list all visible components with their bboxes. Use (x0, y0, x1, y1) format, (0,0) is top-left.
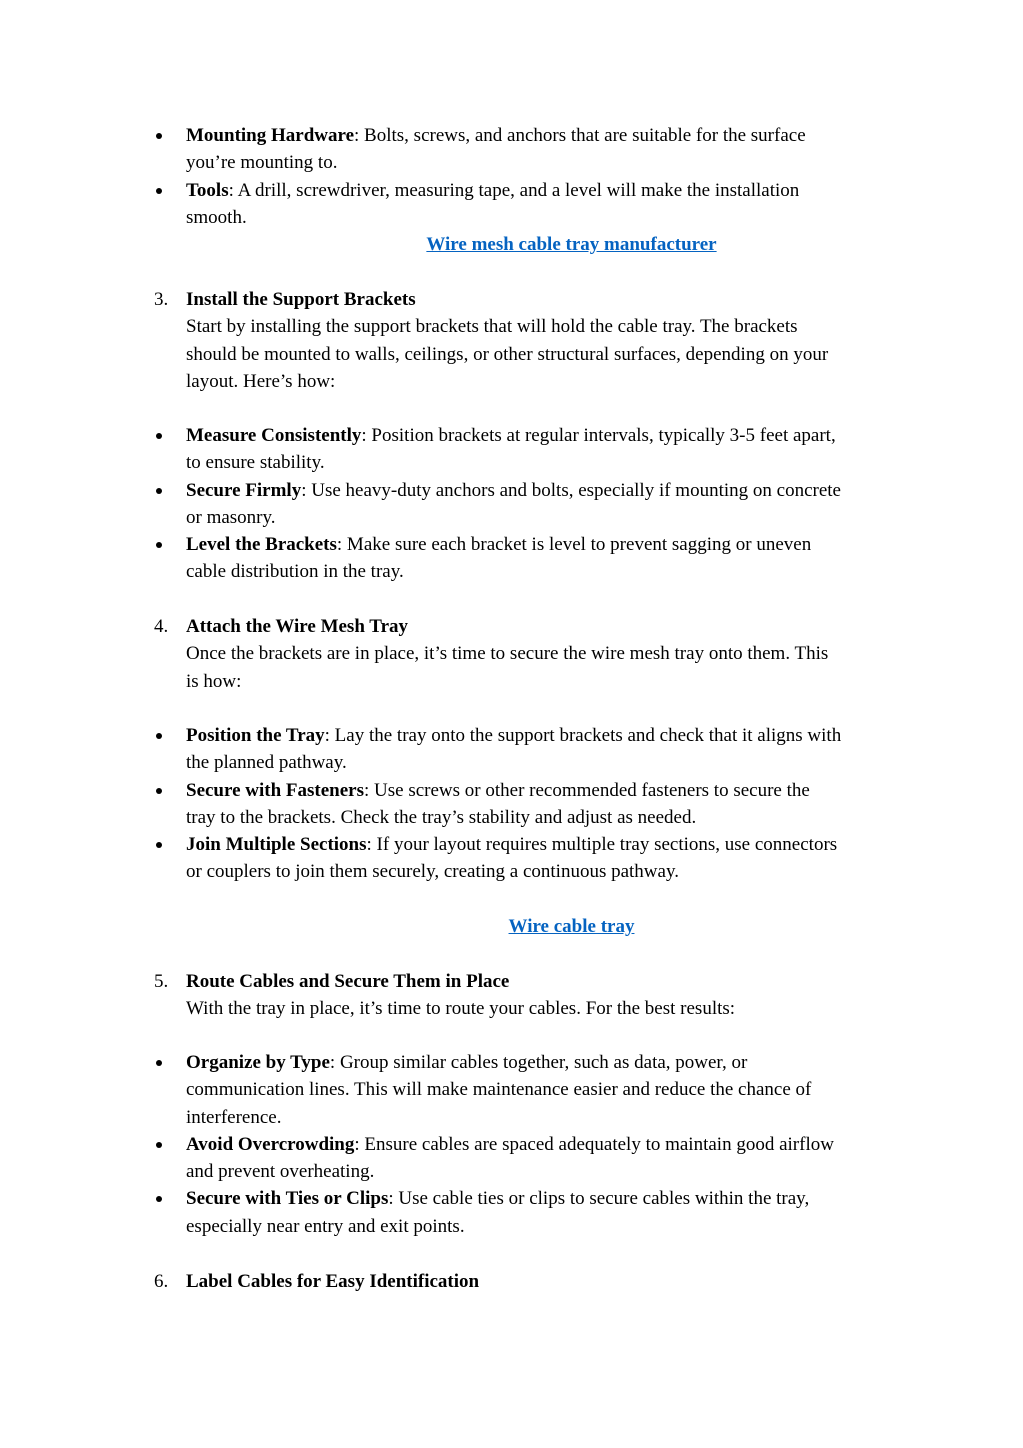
numbered-item (0, 968, 1023, 1023)
bullet-icon (156, 1060, 162, 1066)
bullet-icon (156, 542, 162, 548)
step-text: layout. Here’s how: (186, 370, 336, 392)
step-text: should be mounted to walls, ceilings, or other structural surfaces, depending on your (186, 343, 829, 365)
item-text: : Use screws or other recommended fasteners to secure the (364, 779, 810, 801)
link-row (0, 913, 1023, 940)
item-term: Organize by Type (186, 1052, 330, 1073)
bullet-list (0, 122, 1023, 231)
item-text: : Group similar cables together, such as data, power, or (329, 1052, 748, 1073)
bullet-icon (156, 488, 162, 494)
item-term: Secure with Ties or Clips (186, 1188, 389, 1210)
item-text: : Bolts, screws, and anchors that are suitable for the surface (354, 125, 806, 146)
step-3 (0, 286, 1023, 395)
item-text: : Use cable ties or clips to secure cables within the tray, (388, 1188, 810, 1210)
step-5 (0, 968, 1023, 1023)
bullet-icon (156, 788, 162, 794)
item-text: : Lay the tray onto the support brackets and check that it aligns with (324, 725, 842, 746)
item-text: cable distribution in the tray. (186, 561, 404, 583)
wire-cable-tray-link[interactable]: Wire cable tray (508, 916, 635, 937)
list-item (0, 477, 1023, 532)
bullet-list (0, 1049, 1023, 1240)
list-item (0, 122, 1023, 177)
item-text: the planned pathway. (186, 752, 347, 774)
bullet-icon (156, 733, 162, 739)
item-term: Measure Consistently (186, 425, 362, 446)
list-item (0, 177, 1023, 232)
item-term: Level the Brackets (186, 534, 337, 556)
list-item (0, 831, 1023, 886)
step-text: Once the brackets are in place, it’s time to secure the wire mesh tray onto them. This (186, 643, 829, 665)
item-text: : Use heavy-duty anchors and bolts, especially if mounting on concrete (301, 479, 841, 501)
item-text: : A drill, screwdriver, measuring tape, and a level will make the installation (228, 179, 800, 201)
step-heading: Install the Support Brackets (186, 289, 416, 310)
bullet-list (0, 722, 1023, 886)
item-term: Join Multiple Sections (186, 834, 367, 856)
item-term: Secure with Fasteners (186, 779, 365, 801)
item-text: : If your layout requires multiple tray sections, use connectors (366, 834, 838, 856)
bullet-icon (156, 133, 162, 139)
item-text: interference. (186, 1106, 282, 1128)
bullet-icon (156, 433, 162, 439)
item-text: : Position brackets at regular intervals, typically 3-5 feet apart, (361, 425, 836, 446)
item-term: Avoid Overcrowding (186, 1133, 355, 1155)
step-6 (0, 1268, 1023, 1295)
item-text: communication lines. This will make maintenance easier and reduce the chance of (186, 1079, 812, 1101)
list-item (0, 1049, 1023, 1131)
item-text: to ensure stability. (186, 452, 325, 474)
item-text: or masonry. (186, 506, 276, 528)
item-term: Mounting Hardware (186, 125, 355, 146)
link-row (0, 231, 1023, 258)
numbered-item (0, 613, 1023, 695)
bullet-icon (156, 1142, 162, 1148)
item-text: and prevent overheating. (186, 1161, 375, 1183)
item-term: Tools (186, 179, 229, 201)
step-heading: Route Cables and Secure Them in Place (186, 971, 510, 992)
list-item (0, 531, 1023, 586)
bullet-icon (156, 842, 162, 848)
step-number: 5. (154, 971, 169, 992)
list-item (0, 1131, 1023, 1186)
step-4 (0, 613, 1023, 695)
item-text: or couplers to join them securely, creating a continuous pathway. (186, 861, 679, 883)
item-text: especially near entry and exit points. (186, 1215, 465, 1237)
step-text: With the tray in place, it’s time to route your cables. For the best results: (186, 998, 736, 1020)
step-heading: Label Cables for Easy Identification (186, 1271, 480, 1292)
numbered-item (0, 1268, 1023, 1295)
item-text: smooth. (186, 206, 247, 228)
list-item (0, 722, 1023, 777)
list-item (0, 1185, 1023, 1240)
item-term: Position the Tray (186, 725, 325, 746)
step-text: is how: (186, 670, 242, 692)
item-text: tray to the brackets. Check the tray’s stability and adjust as needed. (186, 806, 697, 828)
bullet-list (0, 422, 1023, 586)
step-number: 4. (154, 616, 169, 637)
list-item (0, 777, 1023, 832)
item-text: you’re mounting to. (186, 152, 338, 174)
step-number: 6. (154, 1271, 169, 1292)
item-text: : Ensure cables are spaced adequately to maintain good airflow (354, 1133, 834, 1155)
bullet-icon (156, 1196, 162, 1202)
list-item (0, 422, 1023, 477)
step-text: Start by installing the support brackets that will hold the cable tray. The brackets (186, 316, 798, 338)
item-term: Secure Firmly (186, 479, 302, 501)
item-text: : Make sure each bracket is level to prevent sagging or uneven (336, 534, 812, 556)
step-number: 3. (154, 289, 169, 310)
manufacturer-link[interactable]: Wire mesh cable tray manufacturer (426, 234, 717, 255)
step-heading: Attach the Wire Mesh Tray (186, 616, 408, 637)
numbered-item (0, 286, 1023, 395)
bullet-icon (156, 188, 162, 194)
